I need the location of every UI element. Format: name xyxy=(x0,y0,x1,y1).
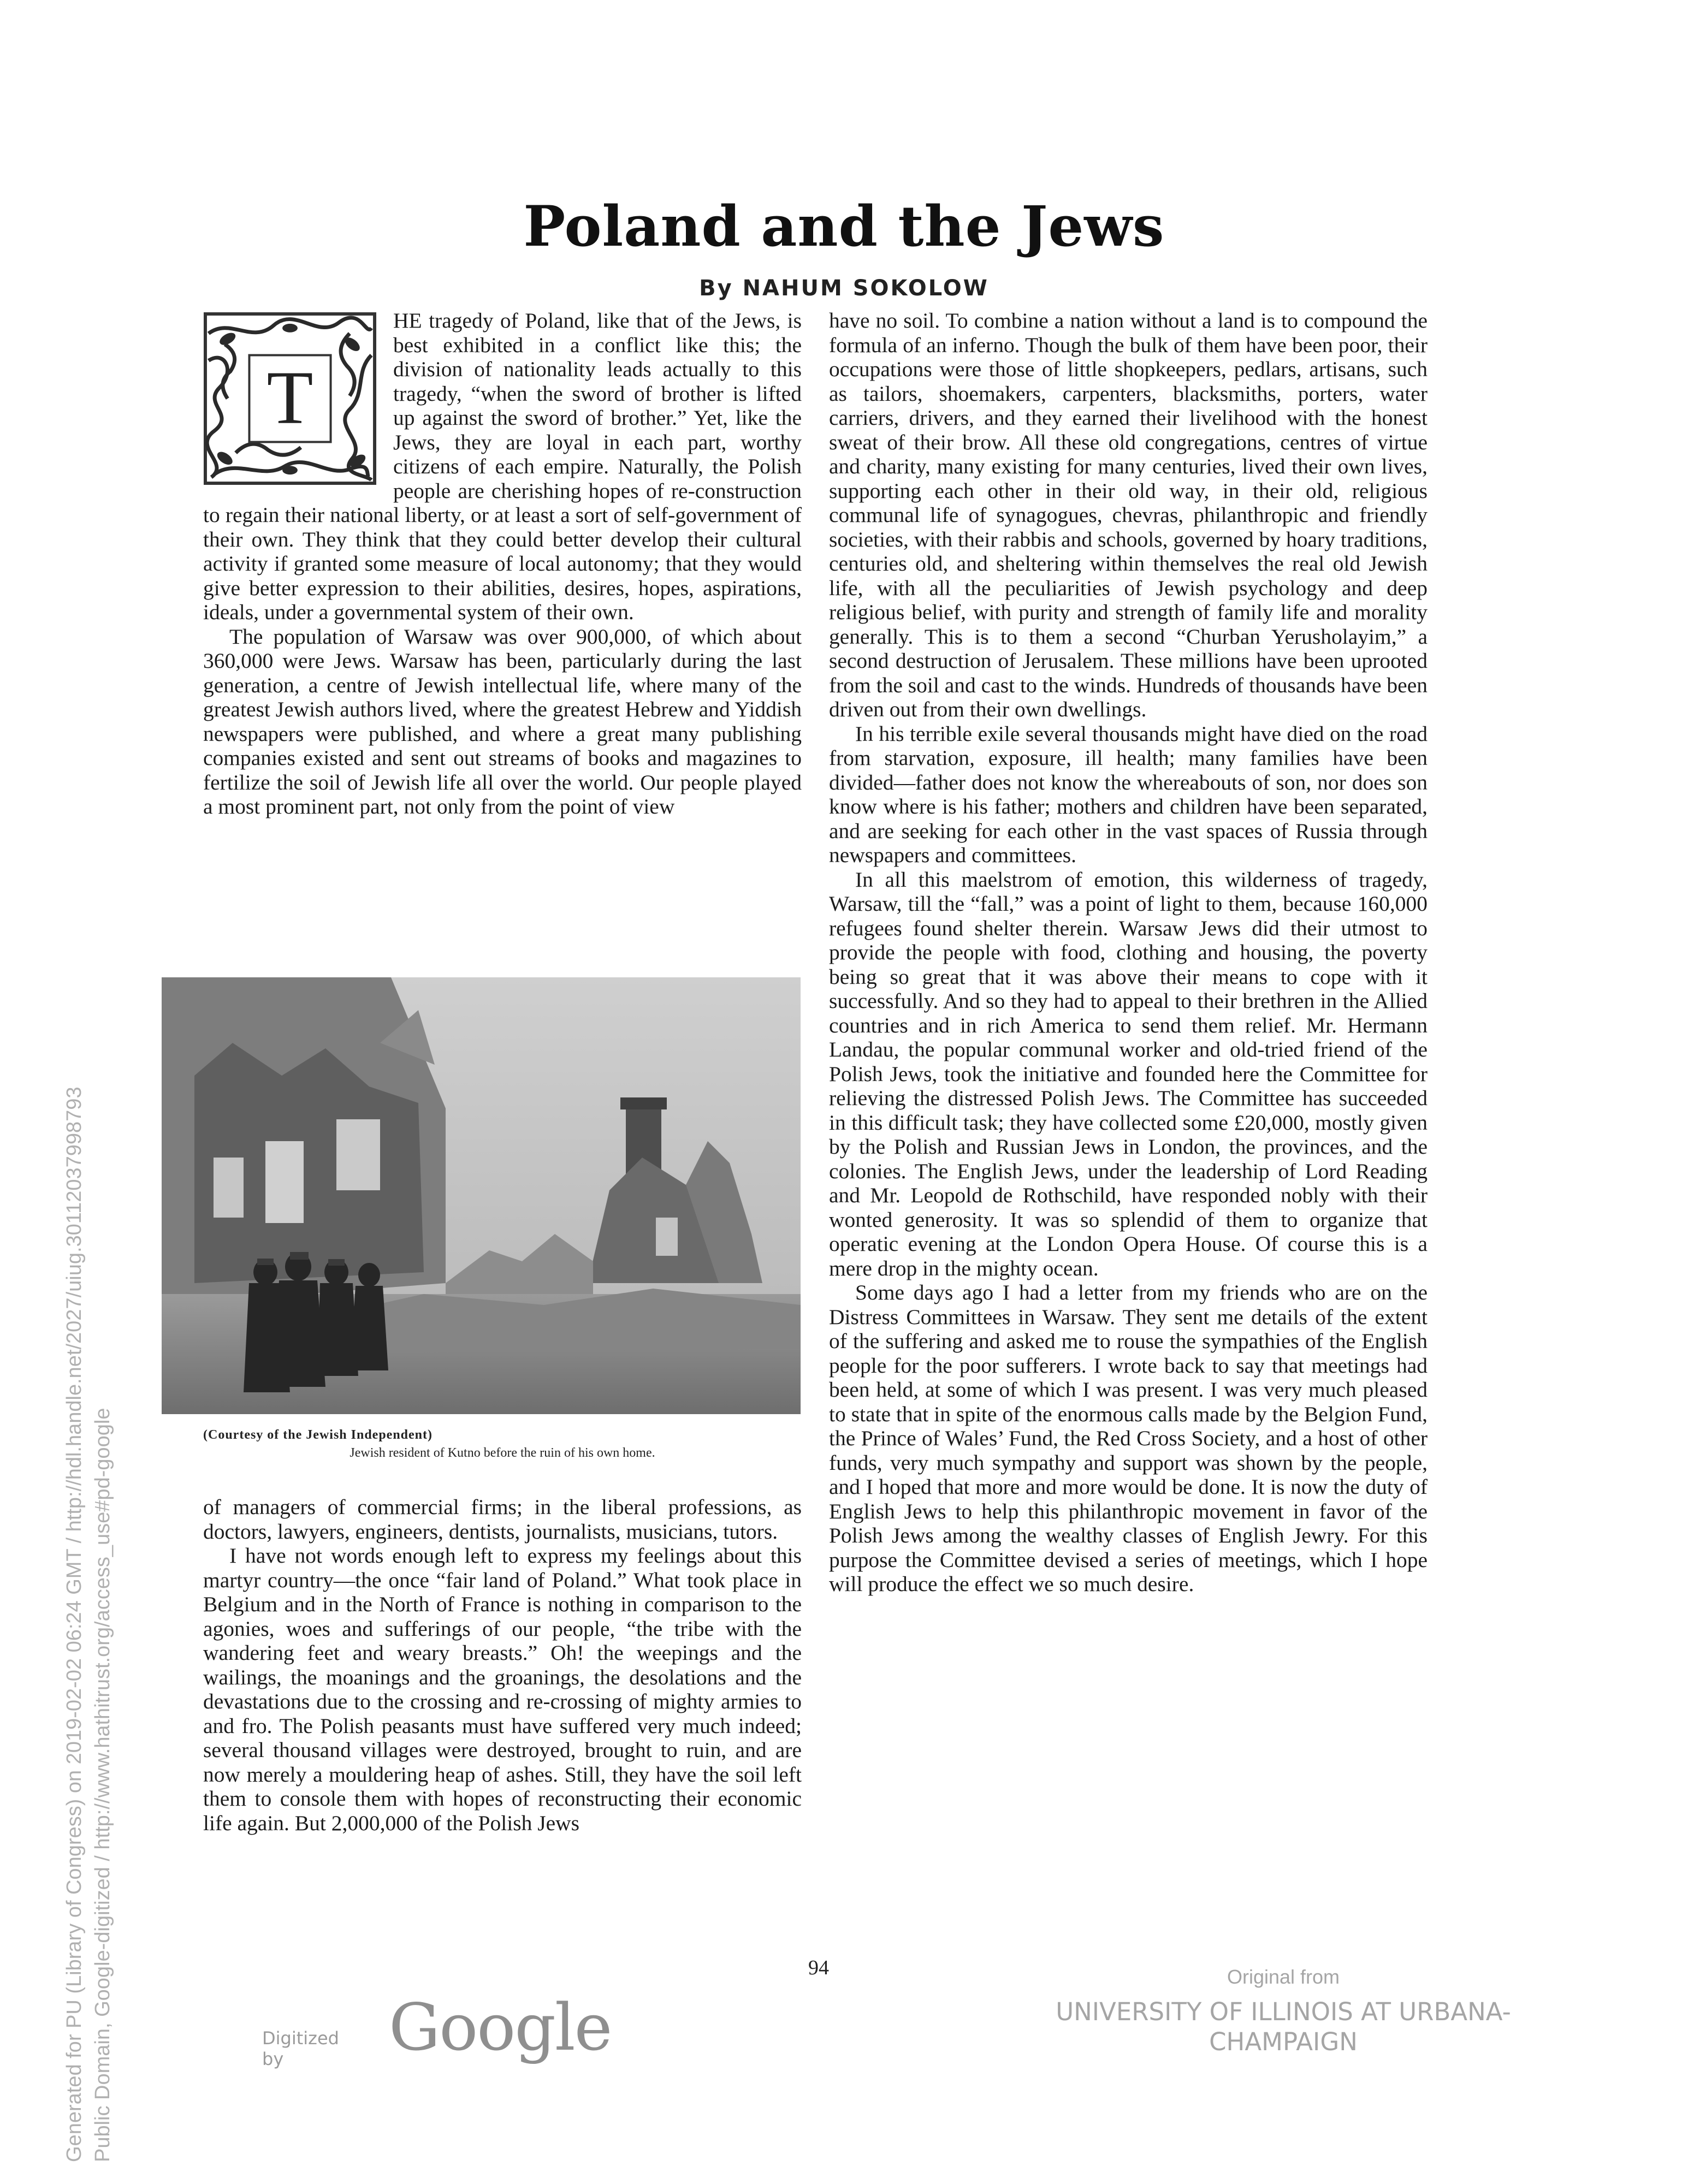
photo-credit: (Courtesy of the Jewish Independent) xyxy=(203,1428,433,1442)
column-1-top xyxy=(203,308,802,819)
paragraph: HE tragedy of Poland, like that of the Jews, is best exhibited in a conflict like this; the division of nationality leads actually to this tragedy, “when the sword of brother is lifted up against the sword of brother.” Yet, like the Jews, they are loyal in each part, worthy citizens of each empire. Naturally, the Polish people are cherishing hopes of re-construction to regain their national liberty, or at least a sort of self-government of their own. They think that they could better develop their cultural activity if granted some measure of local autonomy; that they would give better expression to their abilities, desires, hopes, aspirations, ideals, under a governmental system of their own. xyxy=(203,308,802,624)
watermark-line: Generated for PU (Library of Congress) on 2019-02-02 06:24 GMT / http://hdl.handle.net/2027/uiug.30112037998793 xyxy=(63,1087,86,2162)
byline: By NAHUM SOKOLOW xyxy=(699,276,989,301)
page-number: 94 xyxy=(808,1956,829,1979)
original-from-label: Original from xyxy=(1227,1966,1340,1988)
column-1-bottom xyxy=(203,1495,802,1835)
paragraph: of managers of commercial firms; in the liberal professions, as doctors, lawyers, engineers, dentists, journalists, musicians, tutors. xyxy=(203,1495,802,1544)
photo-caption: Jewish resident of Kutno before the ruin of his own home. xyxy=(350,1446,655,1460)
dropcap-letter: T xyxy=(266,355,313,440)
paragraph: have no soil. To combine a nation without a land is to compound the formula of an inferno. Though the bulk of them have been poor, their occupations were those of little shopkeepers, pedlars, artisans, such as tailors, shoemakers, carpenters, blacksmiths, porters, water carriers, drivers, and they earned their livelihood with the honest sweat of their brow. All these old congregations, centres of virtue and charity, many existing for many centuries, lived their own lives, supporting each other in their old way, in their old, religious communal life of synagogues, chevras, philanthropic and friendly societies, with their rabbis and schools, governed by hoary traditions, centuries old, and sheltering within themselves the real old Jewish life, with all the peculiarities of Jewish psychology and deep religious belief, with purity and strength of family life and morality generally. This is to them a second “Churban Yerusholayim,” a second destruction of Jerusalem. These millions have been uprooted from the soil and cast to the winds. Hundreds of thousands have been driven out from their own dwellings. xyxy=(829,308,1428,721)
hathitrust-side-watermark xyxy=(60,770,117,2162)
ruin-photograph xyxy=(162,977,801,1414)
digitized-by-label: Digitized by xyxy=(262,2028,339,2069)
column-2 xyxy=(829,308,1428,1597)
paragraph: I have not words enough left to express my feelings about this martyr country—the once “fair land of Poland.” What took place in Belgium and in the North of France is nothing in comparison to the agonies, woes and sufferings of our people, “the tribe with the wandering feet and weary breasts.” Oh! the weepings and the wailings, the moanings and the groanings, the desolations and the devastations due to the crossing and re-crossing of mighty armies to and fro. The Polish peasants must have suffered very much indeed; several thousand villages were destroyed, brought to ruin, and are now merely a mouldering heap of ashes. Still, they have the soil left them to console them with hopes of reconstructing their economic life again. But 2,000,000 of the Polish Jews xyxy=(203,1544,802,1835)
google-logo: Google xyxy=(389,1990,612,2065)
paragraph: In his terrible exile several thousands might have died on the road from starvation, exposure, ill health; many families have been divided—father does not know the whereabouts of son, nor does son know where is his father; mothers and children have been separated, and are seeking for each other in the vast spaces of Russia through newspapers and committees. xyxy=(829,721,1428,867)
paragraph: The population of Warsaw was over 900,000, of which about 360,000 were Jews. Warsaw has been, particularly during the last generation, a centre of Jewish intellectual life, where many of the greatest Jewish authors lived, where the greatest Hebrew and Yiddish newspapers were published, and where a great many publishing companies existed and sent out streams of books and magazines to fertilize the soil of Jewish life all over the world. Our people played a most prominent part, not only from the point of view xyxy=(203,624,802,818)
paragraph: Some days ago I had a letter from my friends who are on the Distress Committees in Warsaw. They sent me details of the extent of the suffering and asked me to rouse the sympathies of the English people for the poor sufferers. I wrote back to say that meetings had been held, at some of which I was present. I was very much pleased to state that in spite of the enormous calls made by the Belgion Fund, the Prince of Wales’ Fund, the Red Cross Society, and a host of other funds, very much sympathy and support was shown by the people, and I hoped that more and more would be done. It is now the duty of English Jews to help this philanthropic movement in favor of the Polish Jews among the wealthy classes of English Jewry. For this purpose the Committee devised a series of meetings, which I hope will produce the effect we so much desire. xyxy=(829,1280,1428,1596)
article-title: Poland and the Jews xyxy=(523,194,1165,259)
watermark-line: Public Domain, Google-digitized / http://www.hathitrust.org/access_use#pd-google xyxy=(91,1408,114,2162)
ornamental-dropcap xyxy=(203,311,377,486)
paragraph: In all this maelstrom of emotion, this wilderness of tragedy, Warsaw, till the “fall,” was a point of light to them, because 160,000 refugees found shelter therein. Warsaw Jews did their utmost to provide the people with food, clothing and housing, the poverty being so great that it was above their means to cope with it successfully. And so they had to appeal to their brethren in the Allied countries and in rich America to send them relief. Mr. Hermann Landau, the popular communal worker and old-tried friend of the Polish Jews, took the initiative and founded here the Committee for relieving the distressed Polish Jews. The Committee has succeeded in this difficult task; they have collected some £20,000, mostly given by the Polish and Russian Jews in London, the provinces, and the colonies. The English Jews, under the leadership of Lord Reading and Mr. Leopold de Rothschild, have responded nobly with their wonted generosity. It was so splendid of them to organize that operatic evening at the London Opera House. Of course this is a mere drop in the mighty ocean. xyxy=(829,867,1428,1280)
university-label: UNIVERSITY OF ILLINOIS AT URBANA-CHAMPAIGN xyxy=(1056,1997,1511,2056)
